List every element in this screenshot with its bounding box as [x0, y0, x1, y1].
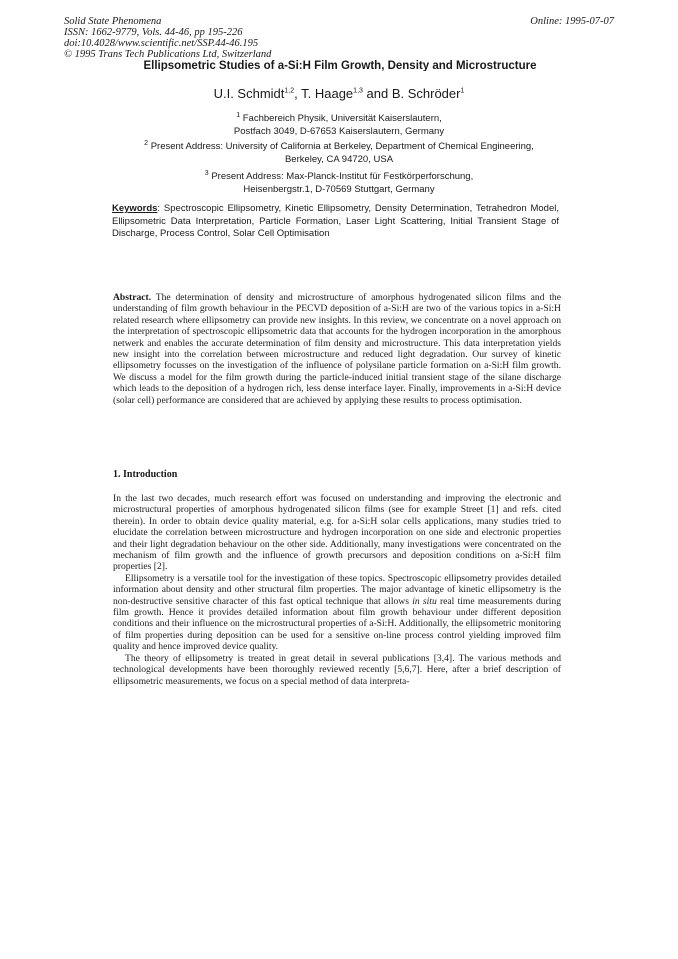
keywords-block: Keywords: Spectroscopic Ellipsometry, Kinetic Ellipsometry, Density Determination, Tetrahedron Model, Ellipsometric Data Interpretation, Particle Formation, Laser Light Scattering, Initial Transient Stage of Discharge, Process Control, Solar Cell Optimisation	[112, 203, 560, 239]
online-date: Online: 1995-07-07	[530, 16, 614, 27]
affiliation-2	[0, 137, 678, 166]
abstract-block	[113, 292, 561, 406]
author-name: B. Schröder	[391, 86, 461, 101]
author-name: T. Haage	[301, 86, 354, 101]
author-list	[0, 86, 678, 101]
affiliation-line: Present Address: Max-Planck-Institut für Festkörperforschung,	[211, 171, 474, 183]
affiliation-number: 3	[204, 170, 209, 177]
affiliation-number: 2	[144, 140, 149, 147]
author-affiliation-marker: 1,2	[284, 87, 295, 95]
paragraph: The theory of ellipsometry is treated in great detail in several publications [3,4]. The various methods and technological developments have been thoroughly reviewed recently [5,6,7]. Here, after a brief description of ellipsometric measurements, we focus on a special method of data interpreta-	[113, 652, 561, 687]
affiliation-line: Fachbereich Physik, Universität Kaiserslautern,	[242, 113, 442, 125]
doi-line[interactable]: doi:10.4028/www.scientific.net/SSP.44-46.195	[64, 38, 259, 49]
affiliation-line: Berkeley, CA 94720, USA	[284, 154, 394, 166]
paper-title: Ellipsometric Studies of a-Si:H Film Growth, Density and Microstructure	[143, 60, 537, 71]
emphasis-text: in situ	[412, 595, 437, 607]
affiliation-line: Heisenbergstr.1, D-70569 Stuttgart, Germany	[243, 184, 435, 196]
author-separator: ,	[294, 86, 302, 101]
affiliation-3	[0, 167, 678, 196]
affiliation-line: Present Address: University of California at Berkeley, Department of Chemical Engineering,	[150, 141, 534, 153]
author-separator: and	[362, 86, 392, 101]
affiliation-number: 1	[236, 112, 241, 119]
affiliation-1	[0, 109, 678, 138]
keywords-label: Keywords	[112, 203, 158, 214]
paragraph-text: real time measurements during film growth. Hence it provides detailed information about film growth behaviour under different deposition conditions and their influence on the microstructural properties of a-Si:H. Additionally, the ellipsometric monitoring of film properties during deposition can be used for a sensitive on-line process control yielding improved film quality and hence improved device quality.	[113, 595, 562, 653]
paragraph-text: Ellipsometry is a versatile tool for the investigation of these topics. Spectroscopic ellipsometry provides detailed information about density and other structural film properties. The major advantage of kinetic ellipsometry is the non-destructive sensitive character of this fast optical technique that allows	[113, 572, 561, 607]
journal-header	[64, 16, 271, 60]
section-heading-introduction: 1. Introduction	[113, 469, 178, 480]
copyright-line: © 1995 Trans Tech Publications Ltd, Switzerland	[64, 49, 272, 60]
introduction-body	[113, 493, 561, 687]
paragraph	[113, 573, 561, 653]
journal-name: Solid State Phenomena	[64, 16, 162, 27]
issn-line: ISSN: 1662-9779, Vols. 44-46, pp 195-226	[64, 27, 243, 38]
keywords-text: Spectroscopic Ellipsometry, Kinetic Ellipsometry, Density Determination, Tetrahedron Model, Ellipsometric Data Interpretation, Particle Formation, Laser Light Scattering, Initial Transient Stage of Discharge, Process Control, Solar Cell Optimisation	[112, 203, 560, 239]
paragraph: In the last two decades, much research effort was focused on understanding and improving the electronic and microstructural properties of amorphous hydrogenated silicon films (see for example Street [1] and refs. cited therein). In order to obtain device quality material, e.g. for a-Si:H solar cells applications, many studies tried to elucidate the correlation between microstructure and hydrogen incorporation on one side and electronic properties and their light degradation behaviour on the other side. Additionally, many investigations were concentrated on the mechanism of film growth and the influence of growth precursors and deposition conditions on a-Si:H film properties [2].	[113, 493, 561, 573]
abstract-text: The determination of density and microstructure of amorphous hydrogenated silicon films and the understanding of film growth behaviour in the PECVD deposition of a-Si:H are two of the various topics in a-Si:H related research where ellipsometry can provide new insights. In this review, we concentrate on a novel approach on the interpretation of spectroscopic ellipsometric data that accounts for the hydrogen incorporation in the amorphous netwerk and enables the accurate determination of film density and microstructure. This data interpretation yields new insight into the correlation between microstructure and reduced light degradation. Our survey of kinetic ellipsometry focusses on the investigation of the influence of polysilane particle formation on a-Si:H film growth. We discuss a model for the film growth during the particle-induced initial transient stage of the silane discharge which leads to the deposition of a hydrogen rich, less dense interface layer. Finally, improvements in a-Si:H device (solar cell) performance are considered that are achieved by applying these results to process optimisation.	[113, 292, 561, 406]
author-affiliation-marker: 1	[460, 87, 465, 95]
affiliation-line: Postfach 3049, D-67653 Kaiserslautern, Germany	[233, 126, 445, 138]
author-affiliation-marker: 1,3	[353, 87, 363, 95]
author-name: U.I. Schmidt	[213, 86, 285, 101]
abstract-label: Abstract.	[113, 292, 152, 303]
